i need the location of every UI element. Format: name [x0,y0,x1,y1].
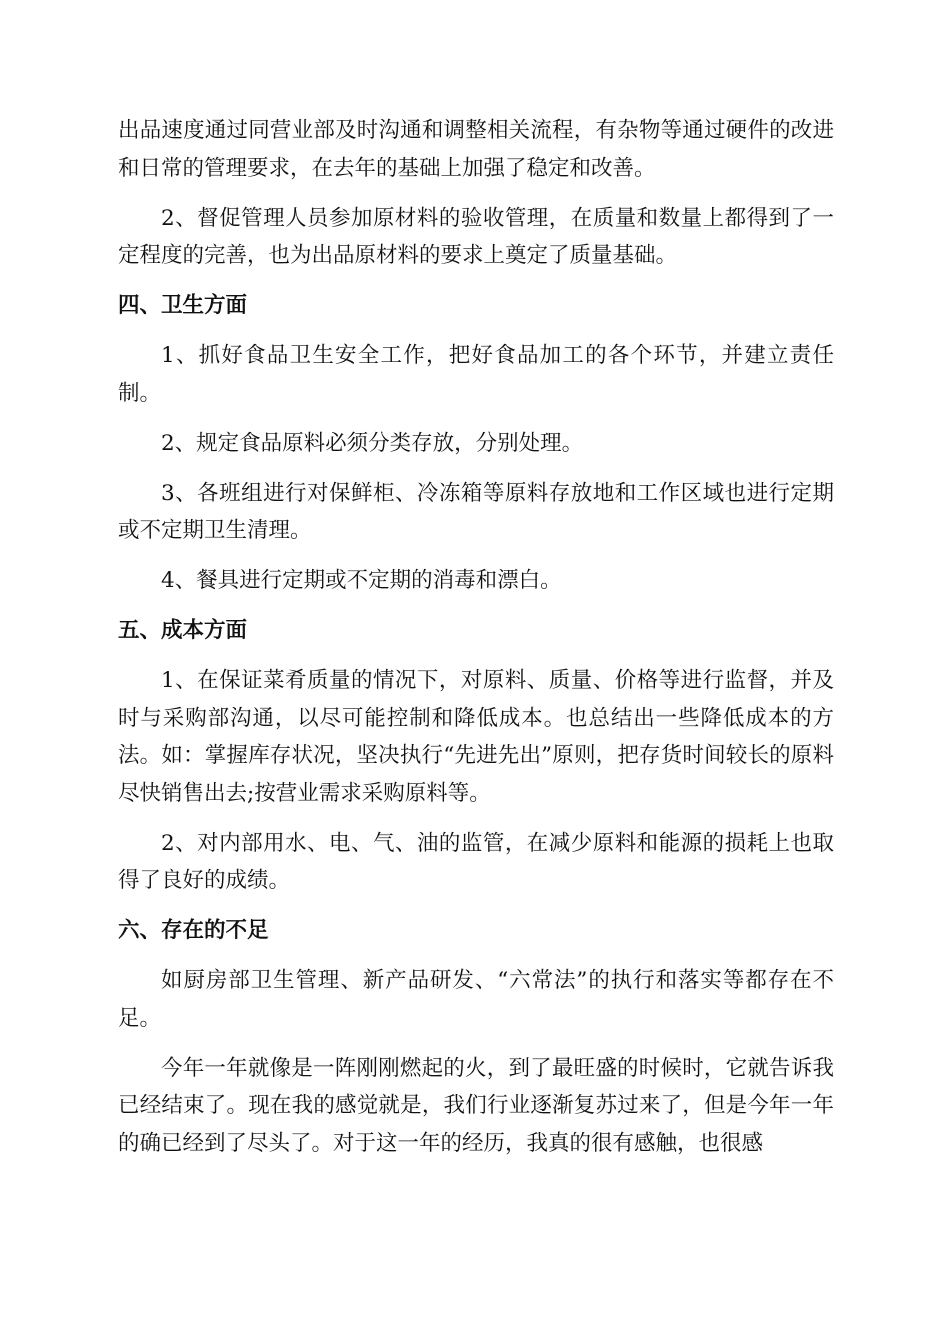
document-body [118,112,834,1175]
paragraph-hygiene-3: 3、各班组进行对保鲜柜、冷冻箱等原料存放地和工作区域也进行定期或不定期卫生清理。 [118,480,834,543]
paragraph-shortcomings: 如厨房部卫生管理、新产品研发、“六常法”的执行和落实等都存在不足。 [118,968,834,1031]
paragraph-cost-2: 2、对内部用水、电、气、油的监管，在减少原料和能源的损耗上也取得了良好的成绩。 [118,830,834,893]
paragraph-hygiene-1: 1、抓好食品卫生安全工作，把好食品加工的各个环节，并建立责任制。 [118,343,834,406]
section-heading-shortcomings: 六、存在的不足 [118,918,269,943]
paragraph-continuation: 出品速度通过同营业部及时沟通和调整相关流程，有杂物等通过硬件的改进和日常的管理要求，在去年的基础上加强了稳定和改善。 [118,118,834,181]
paragraph-cost-1: 1、在保证菜肴质量的情况下，对原料、质量、价格等进行监督，并及时与采购部沟通，以尽可能控制和降低成本。也总结出一些降低成本的方法。如：掌握库存状况，坚决执行“先进先出”原则，把存货时间较长的原料尽快销售出去;按营业需求采购原料等。 [118,668,834,806]
section-heading-cost: 五、成本方面 [118,618,248,643]
paragraph-hygiene-4: 4、餐具进行定期或不定期的消毒和漂白。 [161,568,562,593]
paragraph-item-2-quality: 2、督促管理人员参加原材料的验收管理，在质量和数量上都得到了一定程度的完善，也为出品原材料的要求上奠定了质量基础。 [118,205,834,268]
paragraph-hygiene-2: 2、规定食品原料必须分类存放，分别处理。 [161,430,584,456]
paragraph-reflection: 今年一年就像是一阵刚刚燃起的火，到了最旺盛的时候时，它就告诉我已经结束了。现在我的感觉就是，我们行业逐渐复苏过来了，但是今年一年的确已经到了尽头了。对于这一年的经历，我真的很有感触，也很感 [118,1055,834,1156]
section-heading-hygiene: 四、卫生方面 [118,293,248,318]
